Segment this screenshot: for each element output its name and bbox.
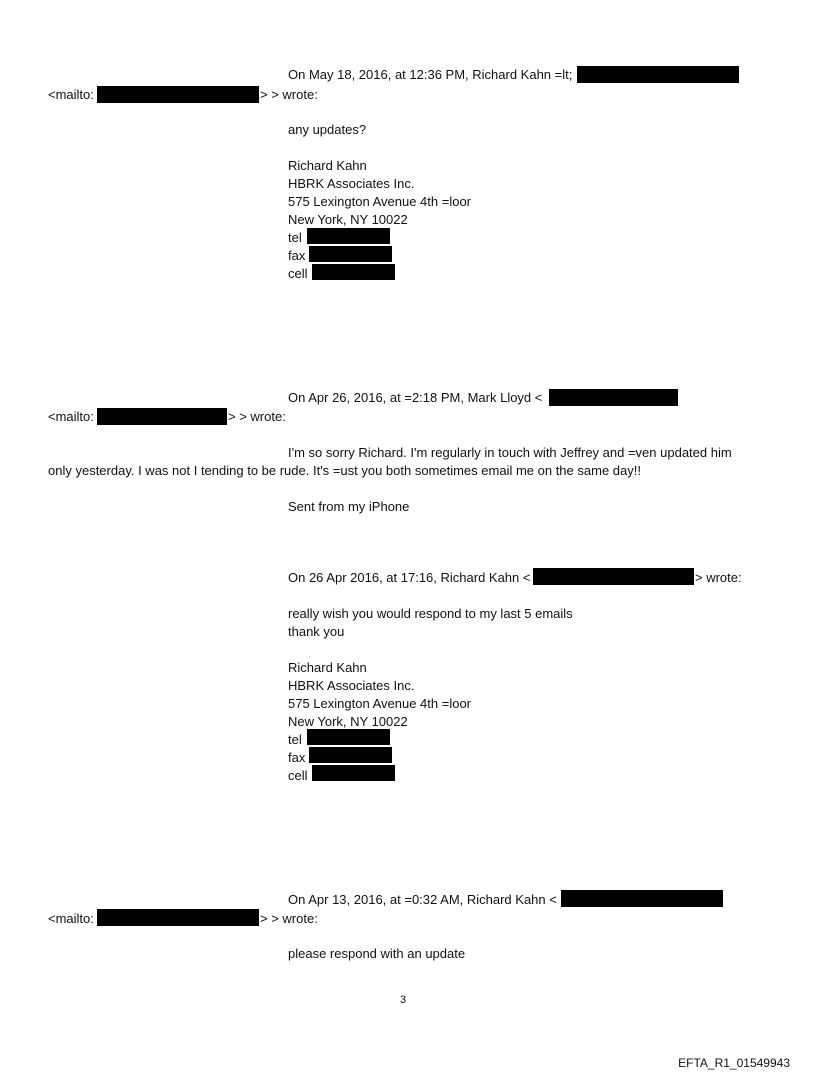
msg3-sig-company: HBRK Associates Inc.	[288, 678, 415, 693]
msg3-sig-address: 575 Lexington Avenue 4th =loor	[288, 696, 471, 711]
msg4-wrote: > > wrote:	[260, 911, 318, 926]
msg1-sig-tel: tel	[288, 230, 302, 245]
redaction-box	[309, 747, 392, 763]
redaction-box	[312, 264, 395, 280]
msg3-body-line2: thank you	[288, 624, 345, 639]
msg4-header: On Apr 13, 2016, at =0:32 AM, Richard Kahn <	[288, 892, 557, 907]
redaction-box	[309, 246, 392, 262]
msg3-sig-fax: fax	[288, 750, 306, 765]
redaction-box	[533, 568, 694, 585]
msg2-body-line1: I'm so sorry Richard. I'm regularly in touch with Jeffrey and =ven updated him	[288, 445, 732, 460]
msg1-sig-address: 575 Lexington Avenue 4th =loor	[288, 194, 471, 209]
msg1-body: any updates?	[288, 122, 367, 137]
redaction-box	[577, 66, 739, 83]
redaction-box	[561, 890, 723, 907]
msg3-header-prefix: On 26 Apr 2016, at 17:16, Richard Kahn <	[288, 570, 531, 585]
msg4-mailto-prefix: <mailto:	[48, 911, 94, 926]
redaction-box	[307, 729, 390, 745]
page-number: 3	[400, 994, 407, 1006]
msg2-mailto-prefix: <mailto:	[48, 409, 94, 424]
redaction-box	[97, 86, 259, 103]
redaction-box	[97, 909, 259, 926]
msg3-body-line1: really wish you would respond to my last 5 emails	[288, 606, 573, 621]
redaction-box	[97, 408, 227, 425]
msg2-header: On Apr 26, 2016, at =2:18 PM, Mark Lloyd <	[288, 390, 543, 405]
msg3-sig-city: New York, NY 10022	[288, 714, 408, 729]
document-id-footer: EFTA_R1_01549943	[678, 1056, 790, 1070]
msg1-sig-fax: fax	[288, 248, 306, 263]
msg1-sig-name: Richard Kahn	[288, 158, 367, 173]
msg1-header: On May 18, 2016, at 12:36 PM, Richard Kahn =lt;	[288, 67, 573, 82]
redaction-box	[307, 228, 390, 244]
msg1-wrote: > > wrote:	[260, 87, 318, 102]
redaction-box	[312, 765, 395, 781]
msg1-sig-cell: cell	[288, 266, 308, 281]
msg2-body-line2: only yesterday. I was not I tending to be rude. It's =ust you both sometimes email me on the same day!!	[48, 463, 641, 478]
msg3-sig-name: Richard Kahn	[288, 660, 367, 675]
msg4-body: please respond with an update	[288, 946, 466, 961]
msg1-sig-city: New York, NY 10022	[288, 212, 408, 227]
msg2-sent-from: Sent from my iPhone	[288, 499, 410, 514]
msg3-sig-tel: tel	[288, 732, 302, 747]
msg2-wrote: > > wrote:	[228, 409, 286, 424]
redaction-box	[549, 389, 678, 406]
msg1-mailto-prefix: <mailto:	[48, 87, 94, 102]
msg3-sig-cell: cell	[288, 768, 308, 783]
msg3-wrote: > wrote:	[695, 570, 742, 585]
msg1-sig-company: HBRK Associates Inc.	[288, 176, 415, 191]
